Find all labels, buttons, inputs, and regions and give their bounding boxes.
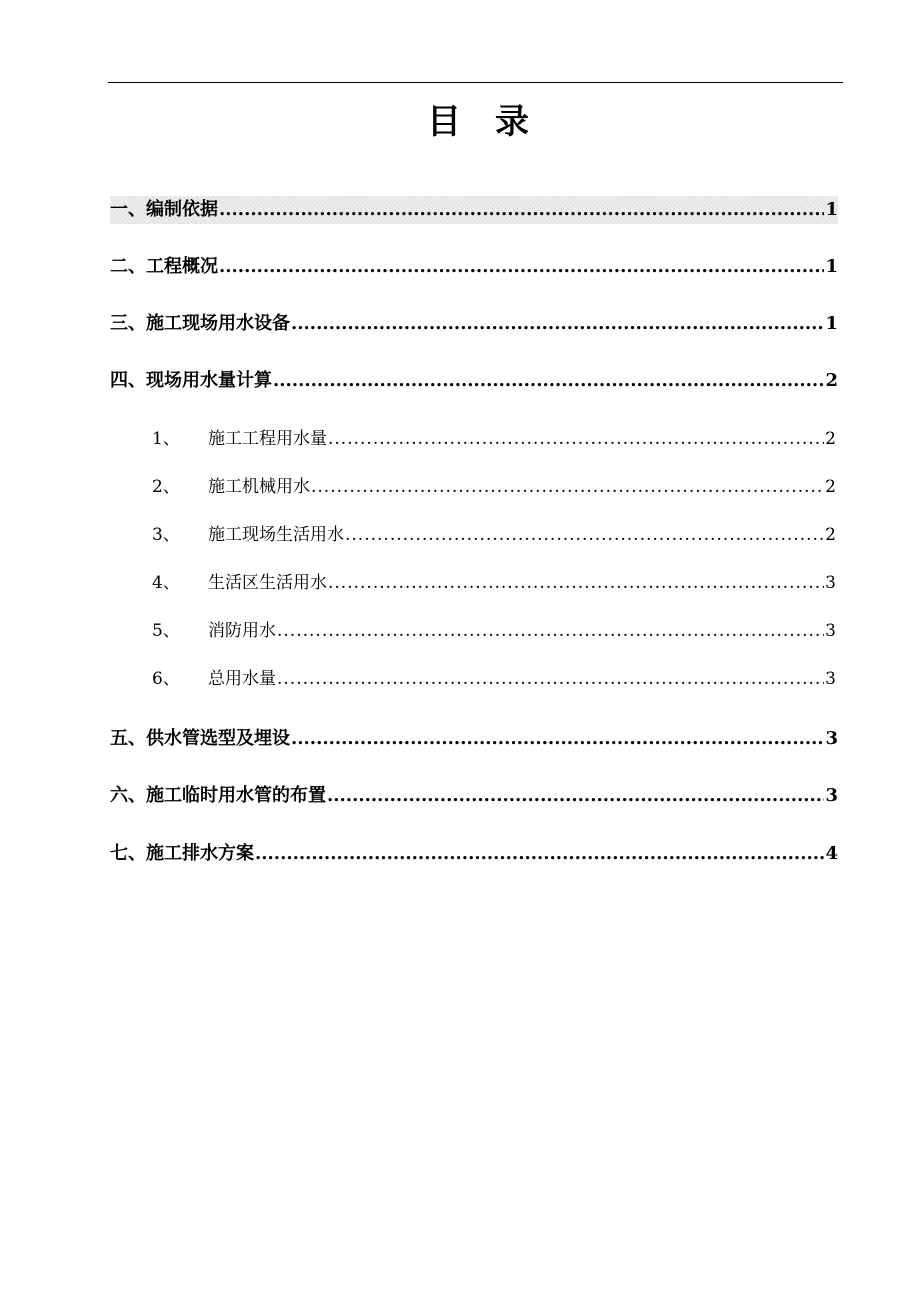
toc-page-number: 1 xyxy=(825,199,838,220)
toc-entry-label: 六、施工临时用水管的布置 xyxy=(110,785,326,806)
toc-page-number: 2 xyxy=(825,370,838,391)
toc-leader-dots xyxy=(255,840,824,868)
toc-subentry-5[interactable] xyxy=(152,617,836,645)
toc-entry-label: 生活区生活用水 xyxy=(208,573,327,593)
toc-entry-2[interactable] xyxy=(110,253,838,281)
toc-subentry-number: 5、 xyxy=(152,621,180,641)
header-rule xyxy=(108,82,843,83)
toc-entry-label: 施工机械用水 xyxy=(208,477,310,497)
toc-entry-1[interactable] xyxy=(110,196,838,224)
toc-subentry-6[interactable] xyxy=(152,665,836,693)
toc-page-number: 3 xyxy=(825,728,838,749)
page-title: 目 录 xyxy=(427,102,529,142)
toc-page-number: 3 xyxy=(825,669,836,689)
toc-entry-label: 施工现场生活用水 xyxy=(208,525,344,545)
toc-page-number: 1 xyxy=(825,313,838,334)
toc-subentry-number: 4、 xyxy=(152,573,180,593)
toc-page-number: 1 xyxy=(825,256,838,277)
toc-leader-dots xyxy=(273,367,824,395)
toc-entry-3[interactable] xyxy=(110,310,838,338)
toc-entry-6[interactable] xyxy=(110,782,838,810)
toc-leader-dots xyxy=(328,425,824,453)
toc-subentry-2[interactable] xyxy=(152,473,836,501)
toc-entry-4[interactable] xyxy=(110,367,838,395)
toc-entry-label: 施工工程用水量 xyxy=(208,429,327,449)
toc-leader-dots xyxy=(327,782,824,810)
toc-leader-dots xyxy=(291,725,824,753)
toc-page-number: 2 xyxy=(825,429,836,449)
toc-page-number: 2 xyxy=(825,525,836,545)
toc-leader-dots xyxy=(311,473,824,501)
toc-subentry-number: 3、 xyxy=(152,525,180,545)
toc-leader-dots xyxy=(219,196,824,224)
toc-leader-dots xyxy=(219,253,824,281)
toc-subentry-number: 6、 xyxy=(152,669,180,689)
toc-page-number: 3 xyxy=(825,573,836,593)
toc-subentry-1[interactable] xyxy=(152,425,836,453)
toc-leader-dots xyxy=(345,521,824,549)
toc-leader-dots xyxy=(291,310,824,338)
toc-entry-label: 七、施工排水方案 xyxy=(110,843,254,864)
toc-subentry-number: 1、 xyxy=(152,429,180,449)
toc-entry-label: 三、施工现场用水设备 xyxy=(110,313,290,334)
toc-leader-dots xyxy=(328,569,824,597)
toc-entry-7[interactable] xyxy=(110,840,838,868)
toc-entry-5[interactable] xyxy=(110,725,838,753)
toc-entry-label: 四、现场用水量计算 xyxy=(110,370,272,391)
toc-subentry-3[interactable] xyxy=(152,521,836,549)
toc-subentry-4[interactable] xyxy=(152,569,836,597)
toc-page-number: 3 xyxy=(825,785,838,806)
toc-leader-dots xyxy=(277,617,824,645)
toc-entry-label: 总用水量 xyxy=(208,669,276,689)
toc-page-number: 4 xyxy=(825,843,838,864)
toc-page-number: 2 xyxy=(825,477,836,497)
toc-entry-label: 消防用水 xyxy=(208,621,276,641)
toc-entry-label: 一、编制依据 xyxy=(110,199,218,220)
toc-entry-label: 五、供水管选型及埋设 xyxy=(110,728,290,749)
toc-leader-dots xyxy=(277,665,824,693)
toc-entry-label: 二、工程概况 xyxy=(110,256,218,277)
toc-page-number: 3 xyxy=(825,621,836,641)
toc-subentry-number: 2、 xyxy=(152,477,180,497)
